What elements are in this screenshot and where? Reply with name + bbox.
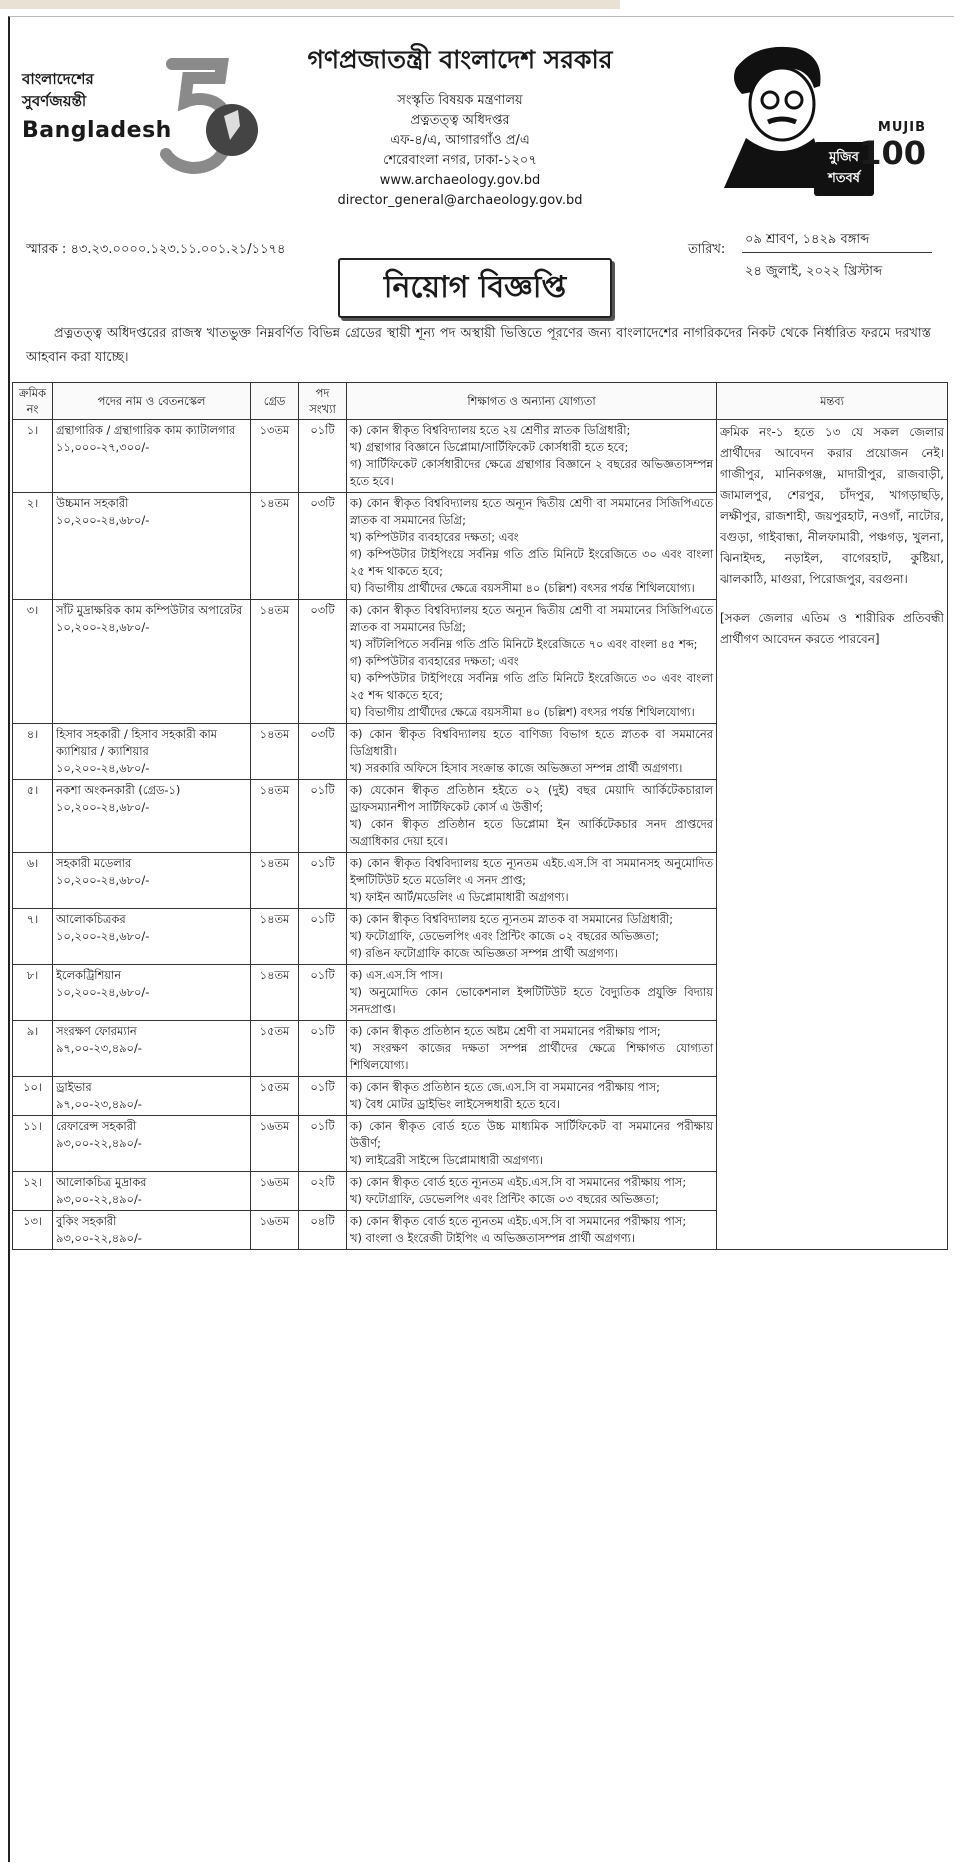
date-bangla: ০৯ শ্রাবণ, ১৪২৯ বঙ্গাব্দ <box>745 232 870 247</box>
qualification-item: ক) কোন স্বীকৃত বিশ্ববিদ্যালয় হতে অন্যূন দ্বিতীয় শ্রেণী বা সমমানের সিজিপিএতে স্নাতক বা সমমানের ডিগ্রি; <box>350 603 713 634</box>
date-divider <box>742 252 932 253</box>
row-grade: ১৪তম <box>251 853 299 909</box>
row-post-name: ড্রাইভার <box>56 1080 92 1094</box>
row-post-name: সহকারী মডেলার <box>56 856 132 870</box>
qualification-item: খ) কোন স্বীকৃত প্রতিষ্ঠান হতে ডিপ্লোমা ইন আর্কিটেকচার সনদ প্রাপ্তদের অগ্রাধিকার দেয়া হবে। <box>350 817 713 848</box>
row-grade: ১৬তম <box>251 1172 299 1211</box>
row-post-name: ইলেকট্রিশিয়ান <box>56 968 122 982</box>
qualification-item: ঘ) বিভাগীয় প্রার্থীদের ক্ষেত্রে বয়সসীমা ৪০ (চল্লিশ) বৎসর পর্যন্ত শিথিলযোগ্য। <box>350 705 695 719</box>
row-qualifications <box>347 1116 717 1172</box>
row-count: ০৪টি <box>299 1211 347 1250</box>
row-grade: ১৪তম <box>251 493 299 600</box>
qualification-item: খ) লাইব্রেরী সাইন্সে ডিপ্লোমাধারী অগ্রগণ্য। <box>350 1153 543 1167</box>
row-serial: ১৩। <box>13 1211 53 1250</box>
qualification-item: ক) কোন স্বীকৃত প্রতিষ্ঠান হতে জে.এস.সি বা সমমানের পরীক্ষায় পাস; <box>350 1080 661 1094</box>
row-pay-scale: ১০,২০০-২৪,৬৮০/- <box>56 873 150 887</box>
logo-left-line2: সুবর্ণজয়ন্তী <box>22 92 87 110</box>
qualification-item: খ) সরকারি অফিসে হিসাব সংক্রান্ত কাজে অভিজ্ঞতা সম্পন্ন প্রার্থী অগ্রগণ্য। <box>350 761 683 775</box>
row-post-name: হিসাব সহকারী / হিসাব সহকারী কাম ক্যাশিয়ার / ক্যাশিয়ার <box>56 727 217 758</box>
row-grade: ১৪তম <box>251 724 299 780</box>
row-serial: ৬। <box>13 853 53 909</box>
row-post-cell <box>53 724 251 780</box>
qualification-item: ক) কোন স্বীকৃত বিশ্ববিদ্যালয় হতে ২য় শ্রেণীর স্নাতক ডিগ্রিধারী; <box>350 423 631 437</box>
row-count: ০১টি <box>299 780 347 853</box>
row-post-cell <box>53 493 251 600</box>
row-grade: ১৬তম <box>251 1116 299 1172</box>
row-grade: ১৪তম <box>251 909 299 965</box>
row-grade: ১৫তম <box>251 1077 299 1116</box>
golden-jubilee-logo <box>22 56 252 176</box>
row-post-cell <box>53 780 251 853</box>
row-post-name: উচ্চমান সহকারী <box>56 496 129 510</box>
row-count: ০৩টি <box>299 724 347 780</box>
row-post-cell <box>53 420 251 493</box>
row-qualifications <box>347 724 717 780</box>
website: www.archaeology.gov.bd <box>379 173 541 188</box>
mujib-centenary-logo <box>716 38 926 188</box>
qualification-item: ক) কোন স্বীকৃত বোর্ড হতে ন্যূনতম এইচ.এস.সি বা সমমানের পরীক্ষায় পাস; <box>350 1214 687 1228</box>
row-serial: ১২। <box>13 1172 53 1211</box>
row-grade: ১৫তম <box>251 1021 299 1077</box>
row-count: ০১টি <box>299 965 347 1021</box>
intro-paragraph: প্রত্নতত্ত্ব অধিদপ্তরের রাজস্ব খাতভুক্ত নিম্নবর্ণিত বিভিন্ন গ্রেডের স্থায়ী শূন্য পদ অস্থায়ী ভিত্তিতে পূরণের জন্য বাংলাদেশের নাগরিকদের নিকট থেকে নির্ধারিত ফরমে দরখাস্ত আহবান করা যাচ্ছে। <box>26 326 931 365</box>
qualification-item: ক) কোন স্বীকৃত বোর্ড হতে উচ্চ মাধ্যমিক সার্টিফিকেট বা সমমানের পরীক্ষায় উত্তীর্ণ; <box>350 1119 713 1150</box>
row-grade: ১৪তম <box>251 600 299 724</box>
table-row <box>13 420 948 493</box>
row-post-cell <box>53 965 251 1021</box>
row-pay-scale: ৯৭,০০-২৩,৪৯০/- <box>56 1097 142 1111</box>
row-count: ০১টি <box>299 909 347 965</box>
row-serial: ৪। <box>13 724 53 780</box>
header-grade: গ্রেড <box>251 383 299 420</box>
row-count: ০১টি <box>299 1021 347 1077</box>
row-post-cell <box>53 1077 251 1116</box>
qualification-item: গ) কম্পিউটার ব্যবহারের দক্ষতা; এবং <box>350 654 519 668</box>
row-post-cell <box>53 1116 251 1172</box>
qualification-item: খ) কম্পিউটার ব্যবহারের দক্ষতা; এবং <box>350 530 519 544</box>
row-post-name: নকশা অংকনকারী (গ্রেড-১) <box>56 783 181 797</box>
row-pay-scale: ৯৩,০০-২২,৪৯০/- <box>56 1136 142 1150</box>
qualification-item: খ) অনুমোদিত কোন ভোকেশনাল ইন্সটিটিউট হতে বৈদ্যুতিক প্রযুক্তি বিদ্যায় সনদপ্রাপ্ত। <box>350 985 713 1016</box>
header-post: পদের নাম ও বেতনস্কেল <box>53 383 251 420</box>
row-serial: ৩। <box>13 600 53 724</box>
row-post-name: সাঁট মুদ্রাক্ষরিক কাম কম্পিউটার অপারেটর <box>56 603 243 617</box>
address-line-2: শেরেবাংলা নগর, ঢাকা-১২০৭ <box>383 153 537 168</box>
fifty-emblem-icon <box>152 56 262 176</box>
mujib-logo-number: 100 <box>859 134 926 172</box>
memo-number: স্মারক : ৪৩.২৩.০০০০.১২৩.১১.০০১.২১/১১৭৪ <box>26 242 286 257</box>
row-count: ০৩টি <box>299 600 347 724</box>
row-grade: ১৩তম <box>251 420 299 493</box>
row-post-cell <box>53 1211 251 1250</box>
qualification-item: খ) গ্রন্থাগার বিজ্ঞানে ডিপ্লোমা/সার্টিফিকেট কোর্সধারী হতে হবে; <box>350 440 629 454</box>
qualification-item: খ) ফটোগ্রাফি, ডেভেলপিং এবং প্রিন্টিং কাজে ০৩ বছরের অভিজ্ঞতা; <box>350 1192 659 1206</box>
row-post-name: বুকিং সহকারী <box>56 1214 117 1228</box>
qualification-item: ক) এস.এস.সি পাস। <box>350 968 443 982</box>
row-pay-scale: ১০,২০০-২৪,৬৮০/- <box>56 620 150 634</box>
row-serial: ১১। <box>13 1116 53 1172</box>
row-qualifications <box>347 1211 717 1250</box>
top-strip <box>0 0 620 9</box>
ministry-name: সংস্কৃতি বিষয়ক মন্ত্রণালয় <box>397 93 523 108</box>
qualification-item: খ) সাঁটলিপিতে সর্বনিম্ন গতি প্রতি মিনিটে ইংরেজিতে ৭০ এবং বাংলা ৪৫ শব্দ; <box>350 637 698 651</box>
header-serial: ক্রমিক নং <box>13 383 53 420</box>
qualification-item: ক) যেকোন স্বীকৃত প্রতিষ্ঠান হইতে ০২ (দুই) বছর মেয়াদি আর্কিটেকচারাল ড্রাফসম্যানশীপ সার্টিফিকেট কোর্স এ উত্তীর্ণ; <box>350 783 713 814</box>
row-pay-scale: ১০,২০০-২৪,৬৮০/- <box>56 985 150 999</box>
row-post-name: আলোকচিত্র মুদ্রাকর <box>56 1175 147 1189</box>
qualification-item: খ) বৈধ মোটর ড্রাইভিং লাইসেন্সধারী হতে হবে। <box>350 1097 561 1111</box>
row-pay-scale: ১০,২০০-২৪,৬৮০/- <box>56 761 150 775</box>
qualification-item: ঘ) বিভাগীয় প্রার্থীদের ক্ষেত্রে বয়সসীমা ৪০ (চল্লিশ) বৎসর পর্যন্ত শিথিলযোগ্য। <box>350 581 695 595</box>
remarks-cell <box>717 420 948 1250</box>
header-remarks: মন্তব্য <box>717 383 948 420</box>
date-english: ২৪ জুলাই, ২০২২ খ্রিস্টাব্দ <box>745 264 883 279</box>
row-qualifications <box>347 909 717 965</box>
qualification-item: খ) ফাইন আর্ট/মডেলিং এ ডিপ্লোমাধারী অগ্রগণ্য। <box>350 890 569 904</box>
row-qualifications <box>347 1077 717 1116</box>
row-grade: ১৪তম <box>251 780 299 853</box>
row-grade: ১৪তম <box>251 965 299 1021</box>
row-count: ০১টি <box>299 420 347 493</box>
qualification-item: ক) কোন স্বীকৃত বিশ্ববিদ্যালয় হতে অন্যূন দ্বিতীয় শ্রেণী বা সমমানের সিজিপিএতে স্নাতক বা সমমানের ডিগ্রি; <box>350 496 713 527</box>
row-serial: ১। <box>13 420 53 493</box>
row-qualifications <box>347 420 717 493</box>
qualification-item: ক) কোন স্বীকৃত বোর্ড হতে ন্যূনতম এইচ.এস.সি বা সমমানের পরীক্ষায় পাস; <box>350 1175 687 1189</box>
row-qualifications <box>347 1172 717 1211</box>
row-post-cell <box>53 600 251 724</box>
qualification-item: ক) কোন স্বীকৃত বিশ্ববিদ্যালয় হতে বাণিজ্য বিভাগ হতে স্নাতক বা সমমানের ডিগ্রিধারী। <box>350 727 713 758</box>
address-line-1: এফ-৪/এ, আগারগাঁও প্র/এ <box>390 133 530 148</box>
row-qualifications <box>347 1021 717 1077</box>
row-serial: ৭। <box>13 909 53 965</box>
row-serial: ৮। <box>13 965 53 1021</box>
row-pay-scale: ১১,০০০-২৭,৩০০/- <box>56 440 150 454</box>
row-pay-scale: ৯৩,০০-২২,৪৯০/- <box>56 1192 142 1206</box>
row-qualifications <box>347 965 717 1021</box>
row-post-cell <box>53 909 251 965</box>
date-label: তারিখ: <box>688 242 726 257</box>
row-qualifications <box>347 853 717 909</box>
logo-left-line3: Bangladesh <box>22 118 172 143</box>
qualification-item: ক) কোন স্বীকৃত বিশ্ববিদ্যালয় হতে ন্যূনতম স্নাতক বা সমমানের ডিগ্রিধারী; <box>350 912 674 926</box>
government-name: গণপ্রজাতন্ত্রী বাংলাদেশ সরকার <box>307 45 613 74</box>
row-count: ০১টি <box>299 853 347 909</box>
row-pay-scale: ১০,২০০-২৪,৬৮০/- <box>56 800 150 814</box>
row-pay-scale: ৯৩,০০-২২,৪৯০/- <box>56 1231 142 1245</box>
row-post-name: সংরক্ষণ ফোরম্যান <box>56 1024 137 1038</box>
row-qualifications <box>347 780 717 853</box>
logo-left-line1: বাংলাদেশের <box>22 70 94 88</box>
row-count: ০২টি <box>299 1172 347 1211</box>
mujib-logo-bangla: মুজিব শতবর্ষ <box>814 142 874 196</box>
email: director_general@archaeology.gov.bd <box>337 193 583 208</box>
qualification-item: গ) রঙিন ফটোগ্রাফি কাজে অভিজ্ঞতা সম্পন্ন প্রার্থী অগ্রগণ্য। <box>350 946 618 960</box>
department-name: প্রত্নতত্ত্ব অধিদপ্তর <box>410 113 510 128</box>
row-post-cell <box>53 1021 251 1077</box>
remarks-districts: ক্রমিক নং-১ হতে ১৩ যে সকল জেলার প্রার্থীদের আবেদন করার প্রয়োজন নেই। গাজীপুর, মানিকগঞ্জ, মাদারীপুর, রাজবাড়ী, জামালপুর, শেরপুর, চাঁদপুর, খাগড়াছড়ি, লক্ষীপুর, রাজশাহী, জয়পুরহাট, নওগাঁ, নাটোর, বগুড়া, গাইবান্ধা, নীলফামারী, পঞ্চগড়, খুলনা, ঝিনাইদহ, নড়াইল, বাগেরহাট, কুষ্টিয়া, ঝালকাঠি, মাগুরা, পিরোজপুর, বরগুনা। <box>720 425 944 586</box>
row-post-cell <box>53 1172 251 1211</box>
row-qualifications <box>347 493 717 600</box>
row-count: ০১টি <box>299 1116 347 1172</box>
qualification-item: ঘ) কম্পিউটার টাইপিংয়ে সর্বনিম্ন গতি প্রতি মিনিটে ইংরেজিতে ৩০ এবং বাংলা ২৫ শব্দ থাকতে হবে; <box>350 671 713 702</box>
qualification-item: খ) সংরক্ষণ কাজের দক্ষতা সম্পন্ন প্রার্থীদের ক্ষেত্রে শিক্ষাগত যোগ্যতা শিথিলযোগ্য। <box>350 1041 713 1072</box>
qualification-item: ক) কোন স্বীকৃত বিশ্ববিদ্যালয় হতে ন্যূনতম এইচ.এস.সি বা সমমানসহ অনুমোদিত ইন্সটিটিউট হতে মডেলিং এ সনদ প্রাপ্ত; <box>350 856 713 887</box>
row-count: ০১টি <box>299 1077 347 1116</box>
row-pay-scale: ৯৭,০০-২৩,৪৯০/- <box>56 1041 142 1055</box>
vacancy-table <box>12 382 948 1250</box>
row-serial: ৯। <box>13 1021 53 1077</box>
row-grade: ১৬তম <box>251 1211 299 1250</box>
row-serial: ১০। <box>13 1077 53 1116</box>
remarks-exception: [সকল জেলার এতিম ও শারীরিক প্রতিবন্ধী প্রার্থীগণ আবেদন করতে পারবেন] <box>720 611 944 646</box>
header-count: পদ সংখ্যা <box>299 383 347 420</box>
row-post-name: রেফারেন্স সহকারী <box>56 1119 137 1133</box>
row-post-name: আলোকচিত্রকর <box>56 912 126 926</box>
mujib-logo-english: MUJIB <box>877 120 926 135</box>
row-pay-scale: ১০,২০০-২৪,৬৮০/- <box>56 929 150 943</box>
qualification-item: গ) কম্পিউটার টাইপিংয়ে সর্বনিম্ন গতি প্রতি মিনিটে ইংরেজিতে ৩০ এবং বাংলা ২৫ শব্দ থাকতে হবে; <box>350 547 713 578</box>
row-qualifications <box>347 600 717 724</box>
table-header-row <box>13 383 948 420</box>
qualification-item: গ) সার্টিফিকেট কোর্সধারীদের ক্ষেত্রে গ্রন্থাগার বিজ্ঞানে ২ বছরের অভিজ্ঞতাসম্পন্ন হতে হবে। <box>350 457 713 488</box>
header-qualification: শিক্ষাগত ও অন্যান্য যোগ্যতা <box>347 383 717 420</box>
row-post-name: গ্রন্থাগারিক / গ্রন্থাগারিক কাম ক্যাটালগার <box>56 423 236 437</box>
row-serial: ৫। <box>13 780 53 853</box>
row-pay-scale: ১০,২০০-২৪,৬৮০/- <box>56 513 150 527</box>
letterhead <box>280 40 640 211</box>
qualification-item: খ) ফটোগ্রাফি, ডেভেলপিং এবং প্রিন্টিং কাজে ০২ বছরের অভিজ্ঞতা; <box>350 929 659 943</box>
row-serial: ২। <box>13 493 53 600</box>
row-post-cell <box>53 853 251 909</box>
qualification-item: ক) কোন স্বীকৃত প্রতিষ্ঠান হতে অষ্টম শ্রেণী বা সমমানের পরীক্ষায় পাস; <box>350 1024 661 1038</box>
notice-title: নিয়োগ বিজ্ঞপ্তি <box>338 258 612 318</box>
qualification-item: খ) বাংলা ও ইংরেজী টাইপিং এ অভিজ্ঞতাসম্পন্ন প্রার্থী অগ্রগণ্য। <box>350 1231 635 1245</box>
row-count: ০৩টি <box>299 493 347 600</box>
